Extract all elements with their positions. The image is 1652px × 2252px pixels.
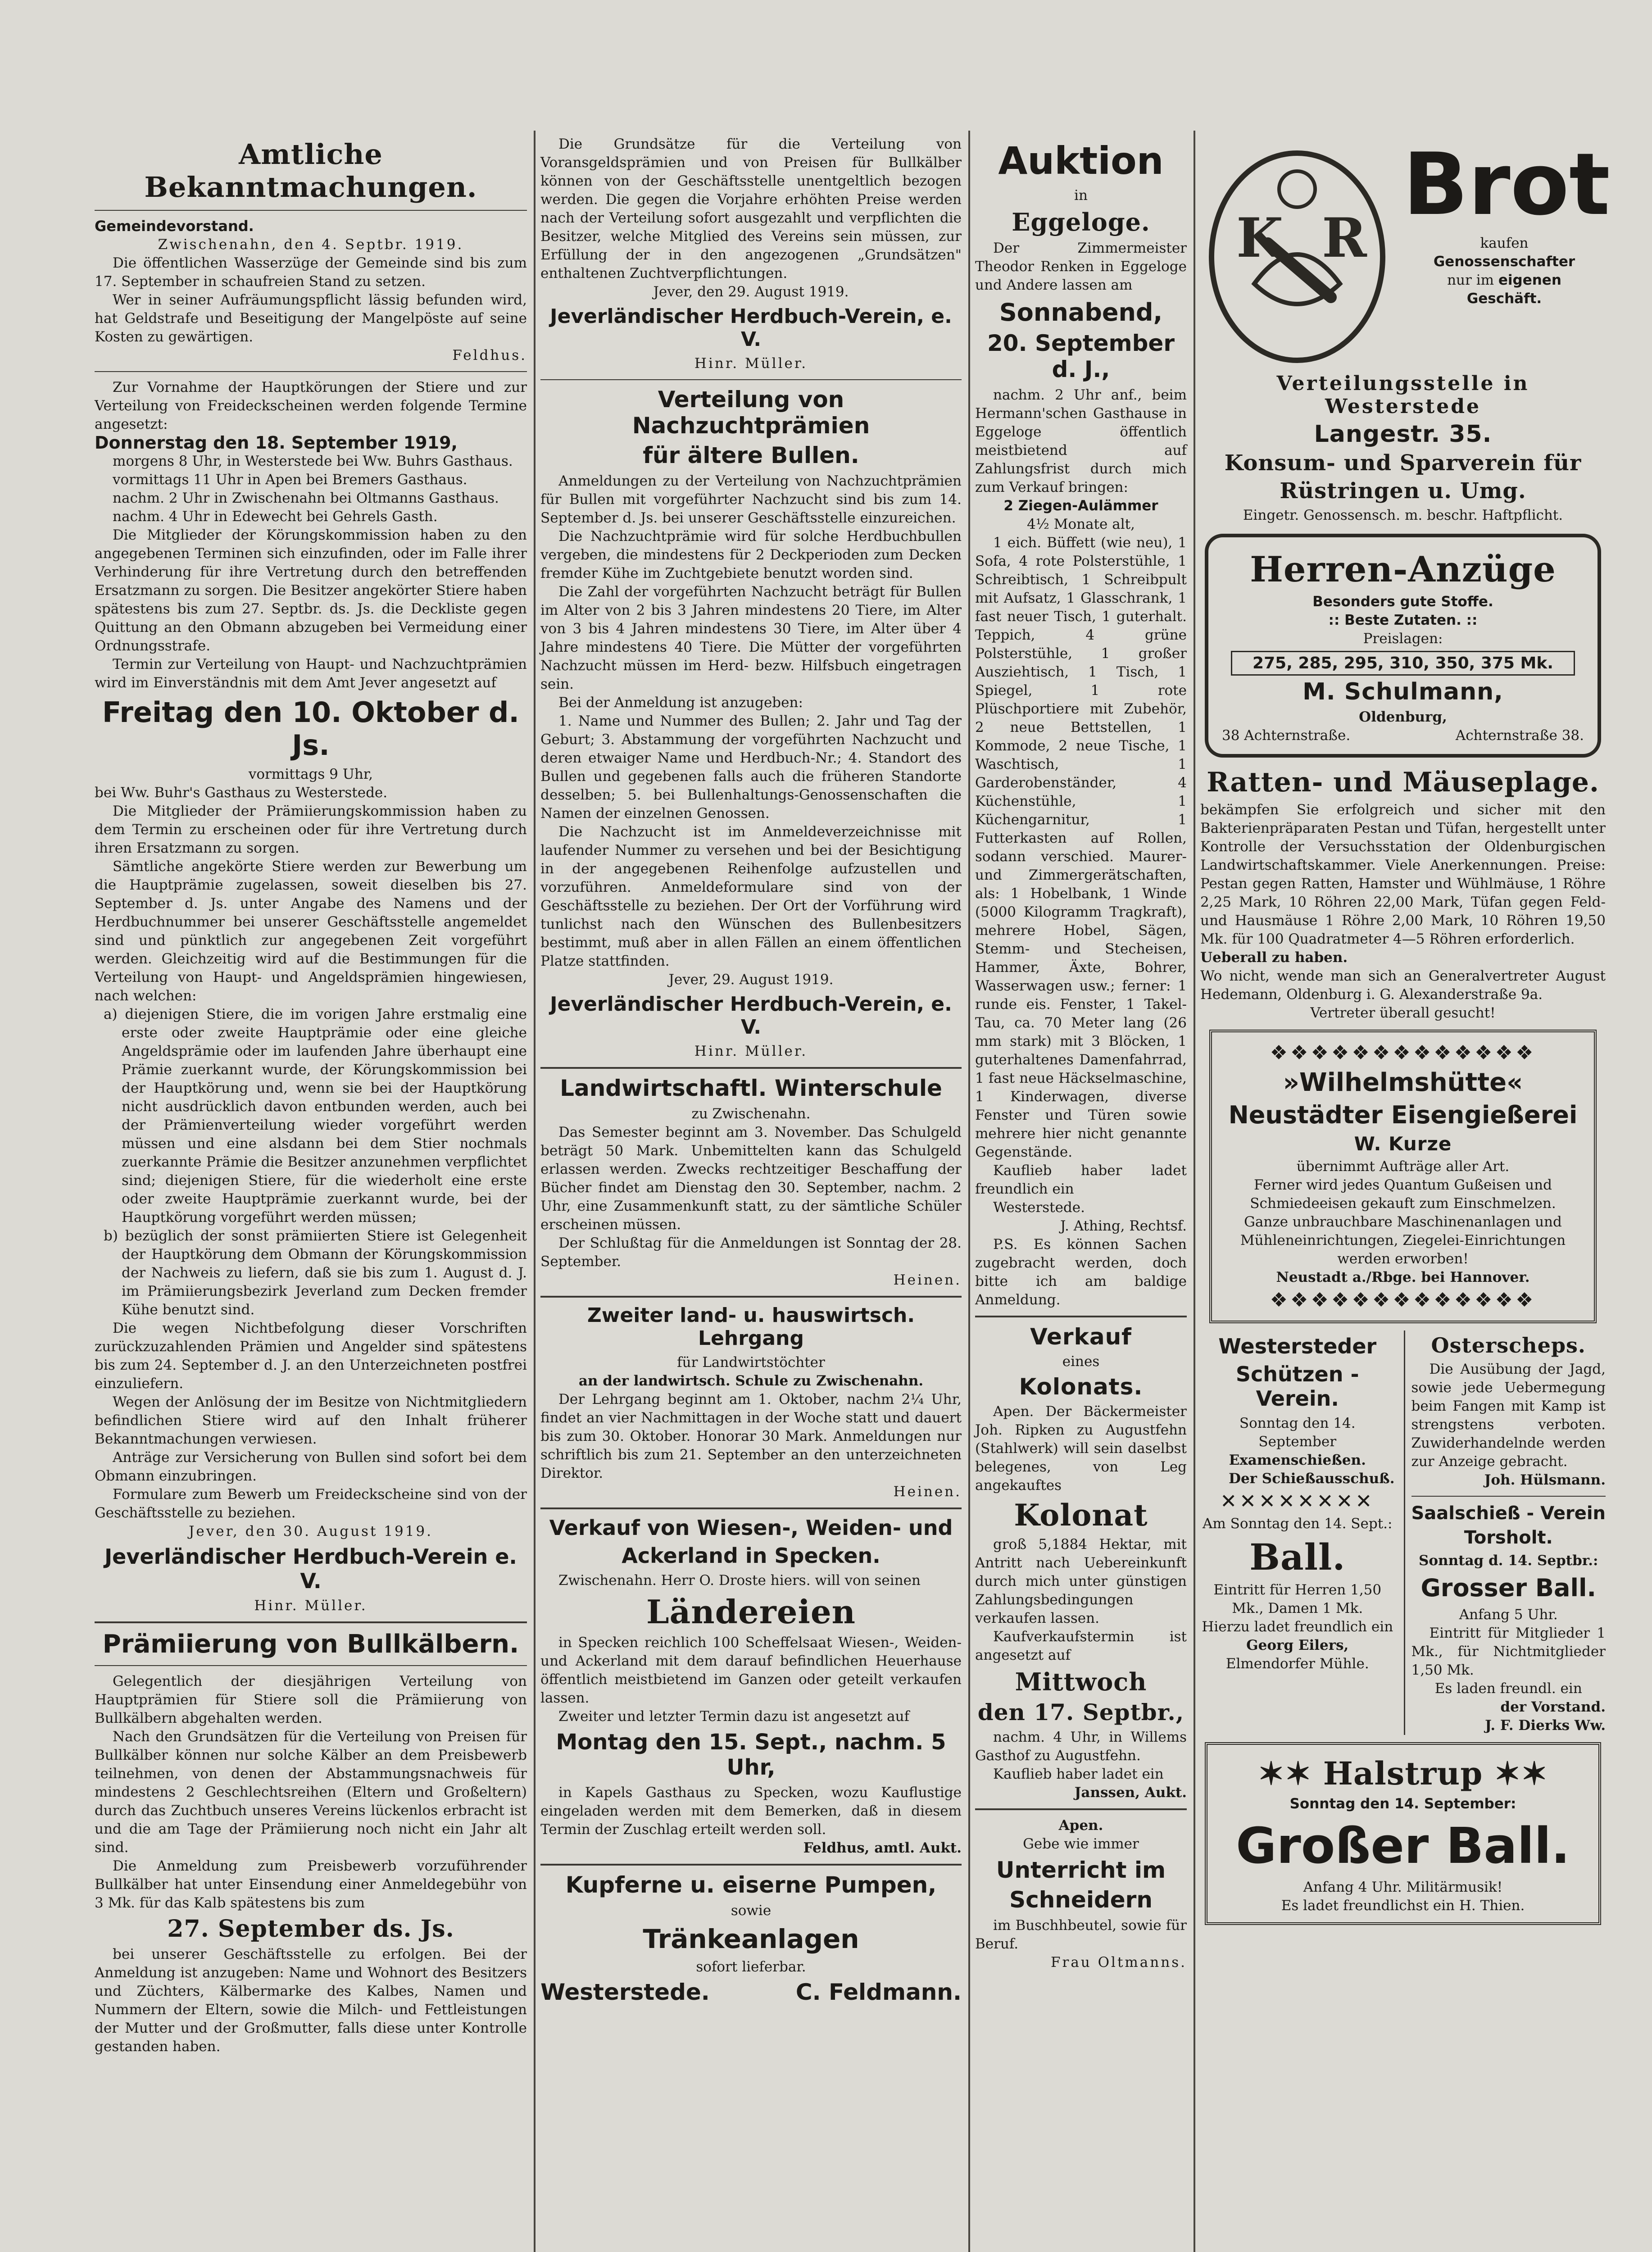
paragraph: nachm. 2 Uhr anf., beim Hermann'schen Gasthause in Eggeloge öffentlich meistbietend auf Zahlungsfrist durch mich zum Verkauf bringen: <box>975 387 1187 495</box>
big-word: Kolonat <box>1014 1498 1148 1533</box>
two-ads-row-1 <box>1200 1330 1606 1735</box>
ad-heading: Neustädter Eisengießerei <box>1228 1101 1578 1129</box>
column-1 <box>95 135 527 2056</box>
ad-heading: ✶✶ Halstrup ✶✶ <box>1258 1755 1548 1792</box>
ad-heading: Osterscheps. <box>1431 1333 1586 1358</box>
org-name: Jeverländischer Herdbuch-Verein, e. V. <box>550 993 952 1039</box>
dateline: Jever, 29. August 1919. <box>668 972 834 988</box>
ad-heading: Unterricht im <box>996 1857 1166 1883</box>
divider <box>540 1296 962 1298</box>
paragraph: bei unserer Geschäftsstelle zu erfolgen. Bei der Anmeldung ist anzugeben: Name und Wohnort des Besitzers und Züchters, Kälbermarke des Kalbes, Namen und Nummern der Eltern, sowie die Milch- und Fettleistungen der Mutter und der Großmutter, falls diese unter Kontrolle gestanden haben. <box>95 1946 527 2055</box>
place: Oldenburg, <box>1359 709 1447 725</box>
term: morgens 8 Uhr, in Westerstede bei Ww. Buhrs Gasthaus. <box>113 453 513 469</box>
ad-heading: Kolonats. <box>1019 1374 1143 1400</box>
firm-name: W. Kurze <box>1354 1133 1452 1155</box>
text: Vertreter überall gesucht! <box>1310 1005 1496 1021</box>
text: Es laden freundl. ein <box>1434 1680 1582 1697</box>
big-date: Freitag den 10. Oktober d. Js. <box>102 696 519 762</box>
ad-heading: Schützen - Verein. <box>1235 1362 1359 1411</box>
brot-ad <box>1200 135 1610 369</box>
signature: Feldhus. <box>452 347 527 363</box>
column-2 <box>540 135 962 2005</box>
brot-text <box>1403 135 1610 308</box>
paragraph: Kaufverkaufstermin ist angesetzt auf <box>975 1629 1187 1663</box>
ad-heading: Torsholt. <box>1464 1527 1553 1548</box>
section-heading: Amtliche Bekanntmachungen. <box>144 138 477 204</box>
ad-heading: Tränkeanlagen <box>643 1924 859 1954</box>
street: Langestr. 35. <box>1314 421 1492 448</box>
divider <box>540 1067 962 1069</box>
paragraph: Die wegen Nichtbefolgung dieser Vorschriften zurückzuzahlenden Prämien und Angelder sind spätestens bis zum 24. September d. J. an den Unterzeichneten postfrei einzuliefern. <box>95 1320 527 1392</box>
subheading: zu Zwischenahn. <box>691 1106 811 1122</box>
signature: Joh. Hülsmann. <box>1484 1472 1606 1488</box>
schuetzen-ad <box>1200 1330 1395 1735</box>
dateline: Zwischenahn, den 4. Septbr. 1919. <box>158 236 464 253</box>
divider <box>540 1507 962 1509</box>
text: eines <box>1062 1353 1100 1370</box>
divider <box>95 210 527 211</box>
dateline: Jever, den 30. August 1919. <box>188 1523 433 1539</box>
text: Elmendorfer Mühle. <box>1225 1656 1369 1672</box>
column-rule <box>534 131 536 2252</box>
text: Es ladet freundlichst ein H. Thien. <box>1281 1898 1525 1914</box>
signature: Heinen. <box>893 1272 962 1288</box>
text: Geschäft. <box>1466 291 1542 307</box>
paragraph: bekämpfen Sie erfolgreich und sicher mit den Bakterienpräparaten Pestan und Tüfan, hergestellt unter Kontrolle der Versuchsstation der Oldenburgischen Landwirtschaftskammer. Viele Anerkennungen. Preise: Pestan gegen Ratten, Hamster und Wühlmäuse, 1 Röhre 2,25 Mark, 10 Röhren 22,00 Mark, Tüfan gegen Feld- und Hausmäuse 1 Röhre 2,00 Mark, 10 Röhren 19,50 Mk. für 100 Quadratmeter 4—5 Röhren erforderlich. <box>1200 802 1606 947</box>
ad-heading: Zweiter land- u. hauswirtsch. Lehrgang <box>587 1304 915 1350</box>
org-name: Rüstringen u. Umg. <box>1280 478 1526 504</box>
paragraph: Ferner wird jedes Quantum Gußeisen und Schmiedeeisen gekauft zum Einschmelzen. <box>1250 1177 1556 1212</box>
paragraph: Sämtliche angekörte Stiere werden zur Bewerbung um die Hauptprämie zugelassen, soweit dieselben bis 27. September d. Js. unter Angabe des Namens und der Herdbuchnummer bei unserer Geschäftsstelle angemeldet sind und pünktlich zur angegebenen Zeit vorgeführt werden. Gleichzeitig wird auf die Bestimmungen für die Verteilung von Haupt- und Angeldsprämien hingewiesen, nach welchen: <box>95 858 527 1004</box>
paragraph: Die Mitglieder der Prämiierungskommission haben zu dem Termin zu erscheinen oder für ihre Vertretung durch ihren Ersatzmann zu sorgen. <box>95 803 527 856</box>
divider <box>975 1808 1187 1810</box>
divider <box>95 1621 527 1623</box>
paragraph: Wo nicht, wende man sich an Generalvertreter August Hedemann, Oldenburg i. G. Alexanderstraße 9a. <box>1200 968 1606 1003</box>
org-name: Konsum- und Sparverein für <box>1224 450 1582 476</box>
distribution-point: Verteilungsstelle in Westerstede <box>1276 372 1529 418</box>
paragraph: Anträge zur Versicherung von Bullen sind sofort bei dem Obmann einzubringen. <box>95 1449 527 1484</box>
notice-sub: Gemeindevorstand. <box>95 218 254 235</box>
time: vormittags 9 Uhr, <box>248 766 373 782</box>
signature: J. Athing, Rechtsf. <box>1060 1218 1187 1234</box>
text: Examenschießen. <box>1229 1452 1366 1468</box>
signature: Der Schießausschuß. <box>1229 1471 1395 1487</box>
paragraph: Anmeldungen zu der Verteilung von Nachzuchtprämien für Bullen mit vorgeführter Nachzucht sind bis zum 14. September d. Js. bei unserer Geschäftsstelle einzureichen. <box>540 473 962 526</box>
herren-anzuege-ad <box>1205 534 1601 758</box>
paragraph: Der Schlußtag für die Anmeldungen ist Sonntag der 28. September. <box>540 1235 962 1270</box>
paragraph: Zwischenahn. Herr O. Droste hiers. will von seinen <box>558 1572 921 1589</box>
paragraph: P.S. Es können Sachen zugebracht werden, doch bitte ich am baldige Anmeldung. <box>975 1236 1187 1308</box>
paragraph: Formulare zum Bewerb um Freideckscheine sind von der Geschäftsstelle zu beziehen. <box>95 1486 527 1521</box>
term: nachm. 2 Uhr in Zwischenahn bei Oltmanns Gasthaus. <box>113 490 499 506</box>
halstrup-ad <box>1205 1742 1601 1925</box>
place-heading: Eggeloge. <box>1012 208 1150 236</box>
paragraph: Termin zur Verteilung von Haupt- und Nachzuchtprämien wird im Einverständnis mit dem Amt Jever angesetzt auf <box>95 656 527 691</box>
text: Preislagen: <box>1363 631 1443 647</box>
subheading: für Landwirtstöchter <box>677 1354 825 1371</box>
ad-heading: Ratten- und Mäuseplage. <box>1207 767 1599 798</box>
text: sowie <box>731 1902 772 1919</box>
text: eigenen <box>1498 272 1561 288</box>
ad-heading: Kupferne u. eiserne Pumpen, <box>565 1872 937 1898</box>
org-name: Jeverländischer Herdbuch-Verein e. V. <box>104 1544 517 1593</box>
big-date: Montag den 15. Sept., nachm. 5 Uhr, <box>556 1730 946 1780</box>
text: Hierzu ladet freundlich ein <box>1202 1619 1393 1635</box>
firm-name: C. Feldmann. <box>795 1979 962 2005</box>
place: Westerstede. <box>993 1199 1085 1216</box>
paragraph: Die Zahl der vorgeführten Nachzucht beträgt für Bullen im Alter von 2 bis 3 Jahren mindestens 20 Tiere, im Alter von 3 bis 4 Jahren mindestens 30 Tiere, im Alter über 4 Jahre mindestens 40 Tiere. Die Mütter der vorgeführten Nachzucht müssen im Herd- bezw. Hilfsbuch eingetragen sein. <box>540 584 962 692</box>
text: Ueberall zu haben. <box>1200 949 1348 966</box>
ornament-border-icon: ❖❖❖❖❖❖❖❖❖❖❖❖❖ <box>1270 1289 1536 1312</box>
text: Anfang 5 Uhr. <box>1459 1607 1558 1623</box>
firm-name: M. Schulmann, <box>1303 678 1503 705</box>
price-box <box>1231 651 1575 676</box>
address-line <box>1222 726 1584 745</box>
signature: Georg Eilers, <box>1246 1637 1349 1653</box>
text: Anfang 4 Uhr. Militärmusik! <box>1303 1879 1503 1895</box>
ad-heading: »Wilhelmshütte« <box>1283 1068 1523 1097</box>
paragraph: Ganze unbrauchbare Maschinenanlagen und Mühleneinrichtungen, Ziegelei-Einrichtungen werden erworben! <box>1240 1214 1566 1267</box>
text: sofort lieferbar. <box>696 1959 806 1975</box>
text: :: Beste Zutaten. :: <box>1328 612 1478 628</box>
signature: Frau Oltmanns. <box>1051 1954 1187 1970</box>
paragraph: Kauflieb haber ladet freundlich ein <box>975 1162 1187 1197</box>
place: Apen. <box>1058 1817 1103 1834</box>
text: 4½ Monate alt, <box>1027 516 1135 532</box>
paragraph: Wer in seiner Aufräumungspflicht lässig befunden wird, hat Geldstrafe und Beseitigung der Mangelpöste auf seine Kosten zu gewärtigen. <box>95 292 527 345</box>
divider <box>1411 1496 1606 1497</box>
ad-heading: Prämiierung von Bullkälbern. <box>102 1630 519 1659</box>
paragraph: Die Nachzucht ist im Anmeldeverzeichnisse mit laufender Nummer zu versehen und bei der Besichtigung in der angegebenen Reihenfolge aufzustellen und vorzuführen. Anmeldeformulare sind von der Geschäftsstelle zu beziehen. Der Ort der Vorführung wird tunlichst nach den Wünschen des Bullenbesitzers bestimmt, muß aber in allen Fällen an einem öffentlichen Platze stattfinden. <box>540 824 962 969</box>
big-word: Ländereien <box>646 1593 856 1631</box>
big-date: Sonnabend, <box>999 298 1163 327</box>
paragraph: im Buschhbeutel, sowie für Beruf. <box>975 1917 1187 1952</box>
cooperative-logo-icon <box>1200 135 1394 369</box>
osterscheps-ad <box>1404 1330 1606 1735</box>
column-4 <box>1200 135 1610 1925</box>
paragraph: Gelegentlich der diesjährigen Verteilung von Hauptprämien für Stiere soll die Prämiierung von Bullkälbern abgehalten werden. <box>95 1673 527 1726</box>
paragraph: Der Zimmermeister Theodor Renken in Eggeloge und Andere lassen am <box>975 240 1187 293</box>
ad-heading: Verkauf von Wiesen-, Weiden- und <box>549 1516 953 1540</box>
divider <box>95 1665 527 1666</box>
place: bei Ww. Buhr's Gasthaus zu Westerstede. <box>95 785 388 801</box>
place: Westerstede. <box>540 1979 710 2005</box>
address: 38 Achternstraße. <box>1222 727 1351 744</box>
place: Neustadt a./Rbge. bei Hannover. <box>1276 1269 1530 1285</box>
ad-heading: Landwirtschaftl. Winterschule <box>560 1075 942 1101</box>
paragraph: Die Anmeldung zum Preisbewerb vorzuführender Bullkälber hat unter Einsendung einer Anmeldegebühr von 3 Mk. für das Kalb spätestens bis zum <box>95 1858 527 1911</box>
text: Sonntag d. 14. Septbr.: <box>1418 1553 1598 1569</box>
text: Eintritt für Mitglieder 1 Mk., für Nichtmitglieder 1,50 Mk. <box>1411 1625 1606 1678</box>
subheading: an der landwirtsch. Schule zu Zwischenahn. <box>578 1373 924 1389</box>
column-rule <box>1194 131 1195 2252</box>
paragraph: Apen. Der Bäckermeister Joh. Ripken zu Augustfehn (Stahlwerk) will sein daselbst belegenes, von Leg angekauftes <box>975 1403 1187 1494</box>
ad-heading: für ältere Bullen. <box>643 442 859 468</box>
text: Besonders gute Stoffe. <box>1312 594 1493 610</box>
ad-heading: Verteilung von Nachzuchtprämien <box>632 386 870 439</box>
paragraph: Die Nachzuchtprämie wird für solche Herdbuchbullen vergeben, die mindestens für 2 Deckperioden zum Decken fremder Kühe im Zuchtgebiete benutzt worden sind. <box>540 528 962 581</box>
ad-heading: Verkauf <box>1030 1324 1132 1350</box>
column-rule <box>968 131 970 2252</box>
divider <box>95 371 527 372</box>
ball-heading: Großer Ball. <box>1236 1817 1570 1875</box>
paragraph: Der Lehrgang beginnt am 1. Oktober, nachm 2¼ Uhr, findet an vier Nachmittagen in der Woche statt und dauert bis zum 30. Oktober. Honorar 30 Mark. Anmeldungen nur schriftlich bis zum 21. September an den unterzeichneten Direktor. <box>540 1391 962 1481</box>
ad-heading: Saalschieß - Verein <box>1411 1503 1606 1524</box>
wilhelmshuette-ad <box>1209 1030 1597 1323</box>
ad-heading: Westersteder <box>1218 1334 1377 1358</box>
paragraph: groß 5,1884 Hektar, mit Antritt nach Uebereinkunft durch mich unter günstigen Zahlungsbedingungen verkaufen lassen. <box>975 1536 1187 1626</box>
paragraph: Das Semester beginnt am 3. November. Das Schulgeld beträgt 50 Mark. Unbemittelten kann das Schulgeld erlassen werden. Zwecks rechtzeitiger Beschaffung der Bücher findet am Dienstag den 30. September, nachm. 2 Uhr, eine Zusammenkunft statt, zu der sämtliche Schüler erscheinen müssen. <box>540 1124 962 1233</box>
ornament-border-icon: ❖❖❖❖❖❖❖❖❖❖❖❖❖ <box>1270 1041 1536 1064</box>
paragraph: 1. Name und Nummer des Bullen; 2. Jahr und Tag der Geburt; 3. Abstammung der vorgeführten Nachzucht und deren etwaiger Name und Herdbuch-Nr.; 4. Standort des Bullen und gegebenen falls auch die früheren Standorte desselben; 5. bei Bullenhaltungs-Genossenschaften die Namen der einzelnen Genossen. <box>540 713 962 822</box>
org-name: Jeverländischer Herdbuch-Verein, e. V. <box>550 305 952 351</box>
list-item: a) diejenigen Stiere, die im vorigen Jahre erstmalig eine erste oder zweite Hauptprämie oder eine gleiche Angeldsprämie oder im laufenden Jahre überhaupt eine Prämie zuerkannt wurde, der Körungskommission bei der Hauptkörung und, wenn sie bei der Hauptkörung nicht ausdrücklich davon entbunden werden, auch bei der Prämienverteilung wieder vorgeführt werden müssen und eine alsdann bei dem Stier nochmals zuerkannte Prämie die Besitzer anzunehmen verpflichtet sind; diejenigen Stiere, für die wiederholt eine erste oder zweite Hauptprämie zuerkannt wurde, bei der Hauptkörung vorgeführt werden müssen; <box>104 1006 527 1226</box>
term: vormittags 11 Uhr in Apen bei Bremers Gasthaus. <box>113 472 467 488</box>
brot-word: Brot <box>1403 135 1610 234</box>
paragraph: Nach den Grundsätzen für die Verteilung von Preisen für Bullkälber können nur solche Kälber an dem Preisbewerb teilnehmen, von denen der Abstammungsnachweis für mindestens 2 Geschlechtsreihen (Eltern und Großeltern) durch das Zuchtbuch unseres Vereins lückenlos erbracht ist und die am Tage der Prämiierung noch nicht ein Jahr alt sind. <box>95 1729 527 1856</box>
ornament-border-icon: ✕✕✕✕✕✕✕✕ <box>1220 1490 1375 1513</box>
list-item: b) bezüglich der sonst prämiierten Stiere ist Gelegenheit der Hauptkörung dem Obmann der Körungskommission der Nachweis zu liefern, daß sie bis zum 1. August d. J. im Prämiierungsbezirk Jeverland zum Decken fremder Kühe benutzt sind. <box>104 1228 527 1318</box>
divider <box>540 379 962 380</box>
signature: Hinr. Müller. <box>694 355 808 372</box>
paragraph: in Specken reichlich 100 Scheffelsaat Wiesen-, Weiden- und Ackerland mit dem darauf befindlichen Heuerhause öffentlich meistbietend im Ganzen oder geteilt verkaufen lassen. <box>540 1635 962 1706</box>
text-line <box>1403 271 1606 290</box>
paragraph: Die Grundsätze für die Verteilung von Voransgeldsprämien und von Preisen für Bullkälber können von der Geschäftsstelle unentgeltlich bezogen werden. Die gegen die Vorjahre erhöhten Preise werden nach der Verteilung sofort ausgezahlt und verpflichten die Besitzer, welche Mitglied des Vereins sein müssen, zur Erfüllung der in den angezogenen „Grundsätzen" enthaltenen Zuchtverpflichtungen. <box>540 136 962 282</box>
ad-heading: Ackerland in Specken. <box>622 1544 880 1568</box>
signature: Janssen, Aukt. <box>1074 1784 1187 1801</box>
signature: der Vorstand. <box>1500 1699 1606 1715</box>
text: übernimmt Aufträge aller Art. <box>1296 1158 1510 1175</box>
column-3 <box>975 135 1187 1972</box>
text: Genossenschafter <box>1433 254 1575 270</box>
text: Sonntag den 14. September: <box>1289 1796 1516 1812</box>
text: Eintritt für Herren 1,50 Mk., Damen 1 Mk. <box>1213 1582 1382 1616</box>
signature: J. F. Dierks Ww. <box>1485 1717 1606 1734</box>
paragraph: Zweiter und letzter Termin dazu ist angesetzt auf <box>558 1708 910 1725</box>
prices: 275, 285, 295, 310, 350, 375 Mk. <box>1253 654 1553 672</box>
paragraph: Die Mitglieder der Körungskommission haben zu den angegebenen Terminen sich einzufinden, oder im Falle ihrer Verhinderung für ihre Vertretung durch den betreffenden Ersatzmann zu sorgen. Die Besitzer angekörter Stiere haben spätestens bis zum 27. Septbr. ds. Js. die Deckliste gegen Quittung an den Obmann abzugeben bei Vermeidung einer Ordnungsstrafe. <box>95 527 527 654</box>
signature: Hinr. Müller. <box>254 1598 368 1614</box>
term: nachm. 4 Uhr in Edewecht bei Gehrels Gasth. <box>113 509 438 525</box>
paragraph: Kauflieb haber ladet ein <box>993 1766 1164 1782</box>
big-date: Mittwoch <box>1015 1667 1147 1696</box>
text: Sonntag den 14. September <box>1239 1415 1356 1450</box>
paragraph: in Kapels Gasthaus zu Specken, wozu Kauflustige eingeladen werden mit dem Bemerken, daß in diesem Termin der Zuschlag erteilt werden soll. <box>540 1784 962 1838</box>
text: kaufen <box>1480 235 1529 251</box>
svg-text:R: R <box>1322 206 1367 270</box>
text: Am Sonntag den 14. Sept.: <box>1203 1516 1393 1532</box>
paragraph: Die öffentlichen Wasserzüge der Gemeinde sind bis zum 17. September in schaufreien Stand zu setzen. <box>95 255 527 290</box>
ball-heading: Ball. <box>1249 1536 1346 1578</box>
big-date: 20. September d. J., <box>987 330 1175 382</box>
signature: Hinr. Müller. <box>694 1043 808 1059</box>
term-date: Donnerstag den 18. September 1919, <box>95 433 458 453</box>
bold-item: 2 Ziegen-Aulämmer <box>1003 498 1158 514</box>
svg-text:K: K <box>1236 206 1284 270</box>
text: Gebe wie immer <box>1023 1836 1139 1852</box>
address: Achternstraße 38. <box>1455 727 1584 744</box>
paragraph: 1 eich. Büffett (wie neu), 1 Sofa, 4 rote Polsterstühle, 1 Schreibtisch, 1 Schreibpult mit Aufsatz, 1 Glasschrank, 1 fast neuer Tisch, 1 guterhalt. Teppich, 4 grüne Polsterstühle, 1 großer Ausziehtisch, 1 Tisch, 1 Spiegel, 1 rote Plüschportiere mit Zubehör, 2 neue Bettstellen, 1 Kommode, 2 neue Tische, 1 Waschtisch, 1 Garderobenständer, 4 Küchenstühle, 1 Küchengarnitur, 1 Futterkasten auf Rollen, sodann verschied. Maurer- und Zimmergerätschaften, als: 1 Hobelbank, 1 Winde (5000 Kilogramm Tragkraft), mehrere Hobel, Sägen, Stemm- und Stecheisen, Hammer, Äxte, Bohrer, Wasserwagen usw.; ferner: 1 runde eis. Fenster, 1 Takel-Tau, ca. 70 Meter lang (26 mm stark) mit 3 Blöcken, 1 guterhaltenes Damenfahrrad, 1 fast neue Häckselmaschine, 1 Kinderwagen, diverse Fenster und Türen sowie mehrere hier nicht genannte Gegenstände. <box>975 535 1187 1160</box>
signature: Heinen. <box>893 1484 962 1500</box>
paragraph: nachm. 4 Uhr, in Willems Gasthof zu Augustfehn. <box>975 1729 1187 1764</box>
signature: Feldhus, amtl. Aukt. <box>803 1840 962 1856</box>
paragraph: Die Ausübung der Jagd, sowie jede Uebermegung beim Fangen mit Kamp ist strengstens verboten. Zuwiderhandelnde werden zur Anzeige gebracht. <box>1411 1361 1606 1470</box>
divider <box>975 1316 1187 1317</box>
text: in <box>1074 187 1088 204</box>
paragraph: Zur Vornahme der Hauptkörungen der Stiere und zur Verteilung von Freideckscheinen werden folgende Termine angesetzt: <box>95 379 527 432</box>
firm-line <box>540 1979 962 2005</box>
paragraph: Wegen der Anlösung der im Besitze von Nichtmitgliedern befindlichen Stiere wird auf den Inhalt früherer Bekanntmachungen verwiesen. <box>95 1394 527 1447</box>
divider <box>540 1864 962 1866</box>
big-date: den 17. Septbr., <box>977 1699 1185 1725</box>
text: nur im <box>1447 272 1494 288</box>
text: Eingetr. Genossensch. m. beschr. Haftpflicht. <box>1243 507 1563 523</box>
ad-heading: Herren-Anzüge <box>1250 549 1556 590</box>
ball-heading: Grosser Ball. <box>1421 1574 1597 1602</box>
paragraph: Bei der Anmeldung ist anzugeben: <box>558 695 803 711</box>
dateline: Jever, den 29. August 1919. <box>653 284 849 300</box>
ad-heading: Schneidern <box>1009 1887 1153 1913</box>
ad-heading: Auktion <box>998 139 1164 183</box>
big-date: 27. September ds. Js. <box>167 1915 454 1943</box>
